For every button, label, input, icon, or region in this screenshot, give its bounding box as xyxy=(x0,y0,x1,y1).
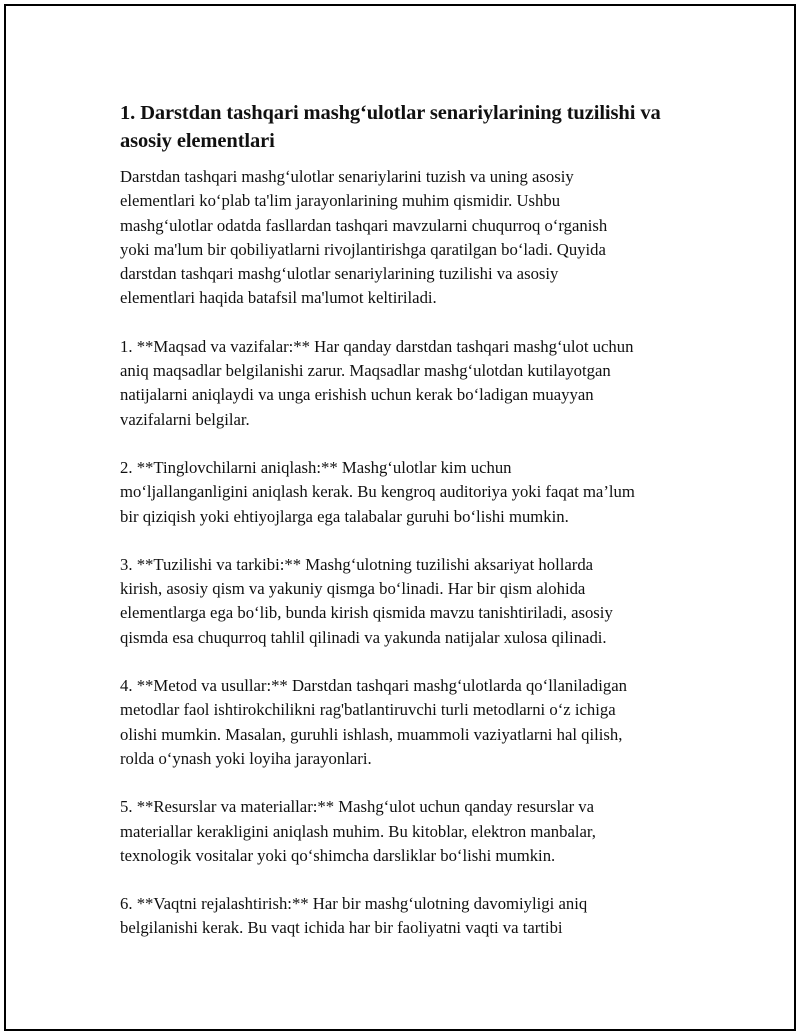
document-body xyxy=(120,99,700,965)
paragraph-methods: 4. **Metod va usullar:** Darstdan tashqari mashg‘ulotlarda qo‘llaniladigan metodlar faol ishtirokchilikni rag'batlantiruvchi turli metodlarni o‘z ichiga olishi mumkin. Masalan, guruhli ishlash, muammoli vaziyatlarni hal qilish, rolda o‘ynash yoki loyiha jarayonlari. xyxy=(120,676,627,768)
intro-paragraph: Darstdan tashqari mashg‘ulotlar senariylarini tuzish va uning asosiy elementlari ko‘plab ta'lim jarayonlarining muhim qismidir. Ushbu mashg‘ulotlar odatda fasllardan tashqari mavzularni chuqurroq o‘rganish yoki ma'lum bir qobiliyatlarni rivojlantirishga qaratilgan bo‘ladi. Quyida darstdan tashqari mashg‘ulotlar senariylarining tuzilishi va asosiy elementlari haqida batafsil ma'lumot keltiriladi. xyxy=(120,167,608,308)
paragraph-audience: 2. **Tinglovchilarni aniqlash:** Mashg‘ulotlar kim uchun mo‘ljallanganligini aniqlash kerak. Bu kengroq auditoriya yoki faqat ma’lum bir qiziqish yoki ehtiyojlarga ega talabalar guruhi bo‘lishi mumkin. xyxy=(120,457,635,526)
page-frame xyxy=(4,4,796,1031)
paragraph-goals: 1. **Maqsad va vazifalar:** Har qanday darstdan tashqari mashg‘ulot uchun aniq maqsadlar belgilanishi zarur. Maqsadlar mashg‘ulotdan kutilayotgan natijalarni aniqlaydi va unga erishish uchun kerak bo‘ladigan muayyan vazifalarni belgilar. xyxy=(120,336,634,429)
paragraph-scheduling: 6. **Vaqtni rejalashtirish:** Har bir mashg‘ulotning davomiyligi aniq belgilanishi kerak. Bu vaqt ichida har bir faoliyatni vaqti va tartibi xyxy=(120,894,588,938)
paragraph-resources: 5. **Resurslar va materiallar:** Mashg‘ulot uchun qanday resurslar va materiallar kerakligini aniqlash muhim. Bu kitoblar, elektron manbalar, texnologik vositalar yoki qo‘shimcha darsliklar bo‘lishi mumkin. xyxy=(120,797,596,865)
paragraph-structure: 3. **Tuzilishi va tarkibi:** Mashg‘ulotning tuzilishi aksariyat hollarda kirish, asosiy qism va yakuniy qismga bo‘linadi. Har bir qism alohida elementlarga ega bo‘lib, bunda kirish qismida mavzu tanishtiriladi, asosiy qismda esa chuqurroq tahlil qilinadi va yakunda natijalar xulosa qilinadi. xyxy=(120,554,613,647)
document-title: 1. Darstdan tashqari mashg‘ulotlar senariylarining tuzilishi va asosiy elementlari xyxy=(120,102,661,152)
